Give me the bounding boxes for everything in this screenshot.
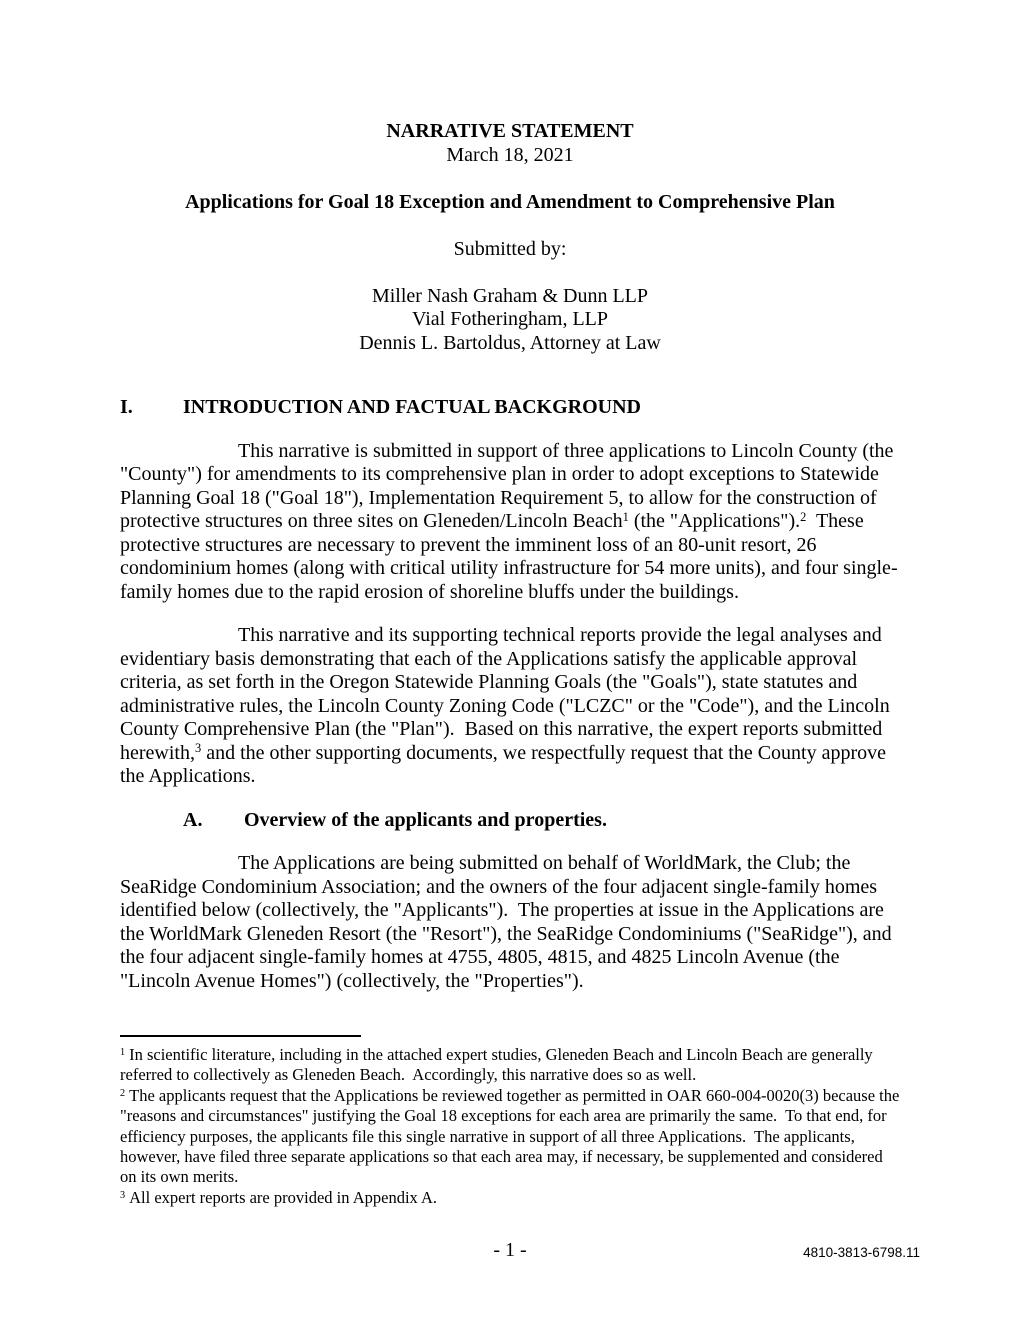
footnote-2: [120, 1086, 903, 1188]
footnote-separator-line: [120, 1035, 361, 1037]
paragraph-intro-1: This narrative is submitted in support of three applications to Lincoln County (the "County") for amendments to its comprehensive plan in order to adopt exceptions to Statewide Planning Goal 18 ("Goal 18"), Implementation Requirement 5, to allow for the construction of protective structures on three sites on Gleneden/Lincoln Beach$^1$ (the "Applications").$^2$ These protective structures are necessary to prevent the imminent loss of an 80-unit resort, 26 condominium homes (along with critical utility infrastructure for 54 more units), and four single-family homes due to the rapid erosion of shoreline bluffs under the buildings.: [120, 439, 899, 603]
footnote-text: All expert reports are provided in Appendix A.: [129, 1187, 438, 1207]
footnote-1: [120, 1045, 903, 1086]
document-title: NARRATIVE STATEMENT: [386, 120, 634, 142]
footnote-text: In scientific literature, including in the attached expert studies, Gleneden Beach and Lincoln Beach are generally referred to collectively as Gleneden Beach. Accordingly, this narrative does so as well.: [120, 1045, 877, 1085]
footnote-marker: 1: [120, 1046, 126, 1058]
section-number: I.: [120, 396, 133, 418]
document-control-number: 4810-3813-6798.11: [803, 1245, 920, 1260]
document-date: March 18, 2021: [446, 143, 574, 166]
footnote-marker: 2: [120, 1087, 126, 1099]
submitter-line: Miller Nash Graham & Dunn LLP: [371, 284, 649, 307]
footnote-text: The applicants request that the Applications be reviewed together as permitted in OAR 660-004-0020(3) because the "reasons and circumstances" justifying the Goal 18 exceptions for each area are primarily the same. To that end, for efficiency purposes, the applicants file this single narrative in support of all three Applications. The applicants, however, have filed three separate applications so that each area may, if necessary, be supplemented and considered on its own merits.: [120, 1085, 904, 1187]
footnote-3: [120, 1188, 903, 1208]
footnote-marker: 3: [120, 1189, 126, 1201]
section-heading-overview: [183, 809, 900, 833]
subsection-heading-text: Overview of the applicants and properties.: [244, 808, 607, 831]
submitter-line: Vial Fotheringham, LLP: [412, 308, 608, 330]
submitted-by-label: Submitted by:: [453, 237, 567, 260]
footnotes-section: [120, 1035, 903, 1208]
paragraph-overview-1: The Applications are being submitted on behalf of WorldMark, the Club; the SeaRidge Condominium Association; and the owners of the four adjacent single-family homes identified below (collectively, the "Applicants"). The properties at issue in the Applications are the WorldMark Gleneden Resort (the "Resort"), the SeaRidge Condominiums ("SeaRidge"), and the four adjacent single-family homes at 4755, 4805, 4815, and 4825 Lincoln Avenue (the "Lincoln Avenue Homes") (collectively, the "Properties").: [120, 852, 897, 992]
submitter-line: Dennis L. Bartoldus, Attorney at Law: [359, 331, 661, 354]
document-header: [120, 120, 900, 355]
subsection-number: A.: [183, 808, 203, 831]
section-heading-text: INTRODUCTION AND FACTUAL BACKGROUND: [183, 396, 641, 418]
paragraph-intro-2: This narrative and its supporting technical reports provide the legal analyses and evidentiary basis demonstrating that each of the Applications satisfy the applicable approval criteria, as set forth in the Oregon Statewide Planning Goals (the "Goals"), state statutes and administrative rules, the Lincoln County Zoning Code ("LCZC" or the "Code"), and the Lincoln County Comprehensive Plan (the "Plan"). Based on this narrative, the expert reports submitted herewith,$^3$ and the other supporting documents, we respectfully request that the County approve the Applications.: [120, 624, 895, 787]
page-number: - 1 -: [493, 1239, 527, 1261]
section-heading-introduction: [120, 396, 900, 420]
document-subtitle: Applications for Goal 18 Exception and Amendment to Comprehensive Plan: [185, 190, 835, 213]
